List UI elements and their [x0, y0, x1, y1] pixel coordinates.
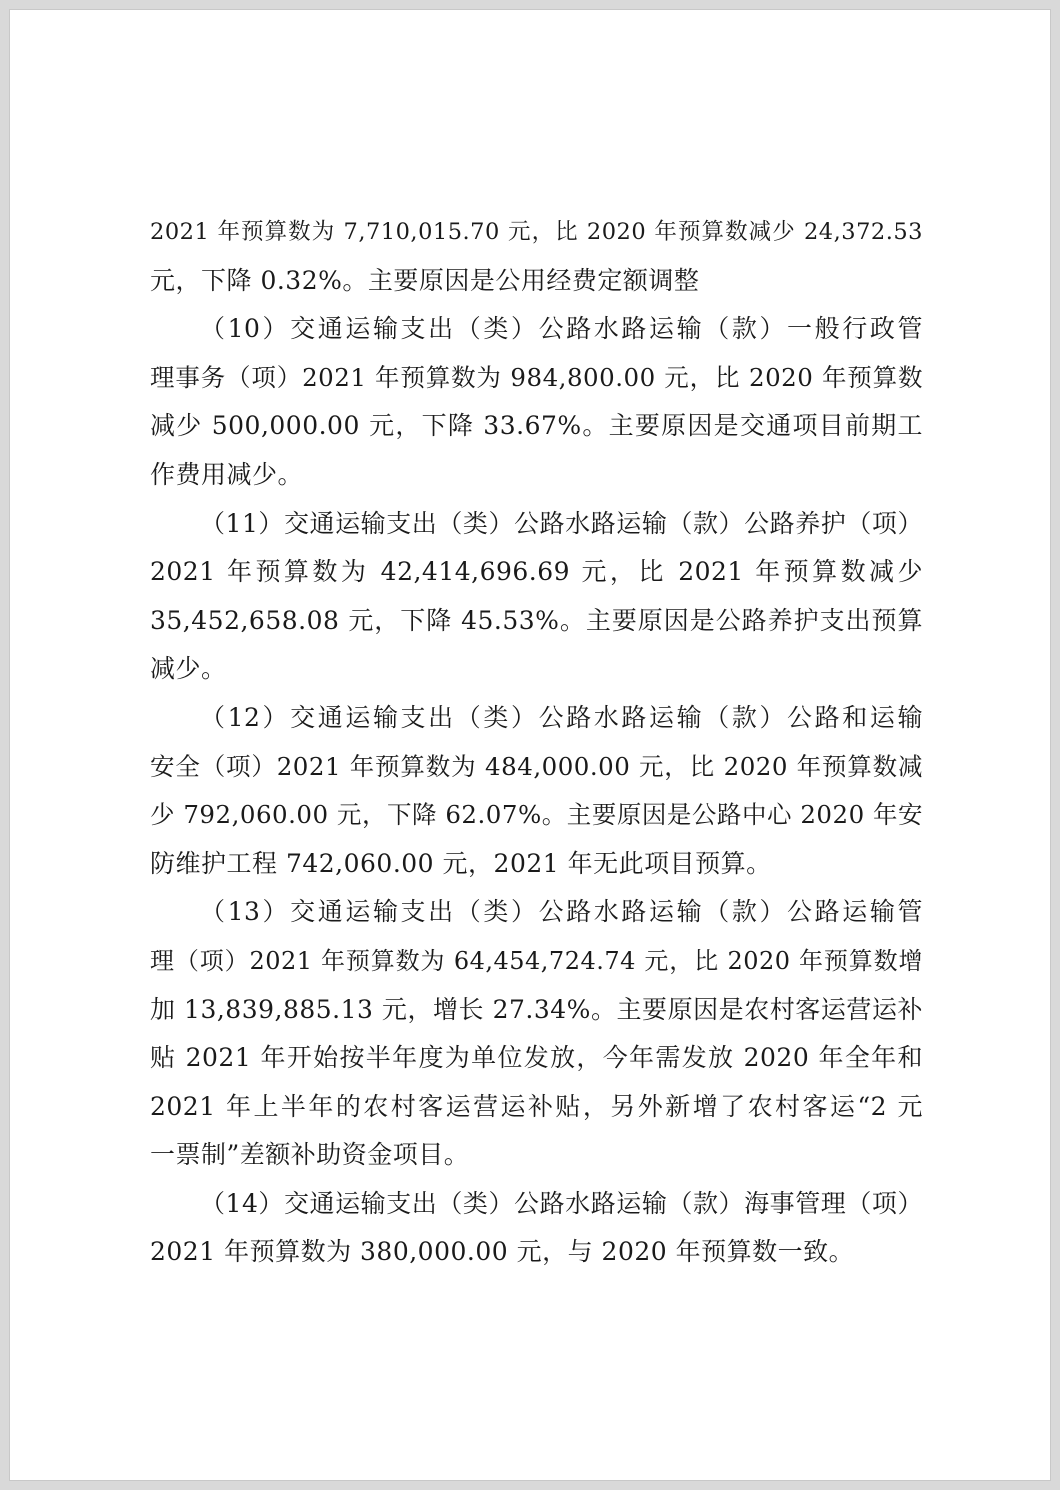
text-line: 元，下降 0.32%。主要原因是公用经费定额调整	[150, 265, 700, 295]
text-line: 少 792,060.00 元，下降 62.07%。主要原因是公路中心 2020 年安	[150, 800, 923, 830]
text-line: 35,452,658.08 元，下降 45.53%。主要原因是公路养护支出预算	[150, 605, 923, 635]
paragraph-item-10	[150, 305, 923, 499]
text-line: 2021 年预算数为 7,710,015.70 元，比 2020 年预算数减少 24,372.53	[150, 219, 923, 245]
paragraph-item-12	[150, 694, 923, 888]
text-line: （13）交通运输支出（类）公路水路运输（款）公路运输管	[200, 897, 923, 927]
text-line: 2021 年预算数为 380,000.00 元，与 2020 年预算数一致。	[150, 1237, 855, 1267]
text-line: 减少 500,000.00 元，下降 33.67%。主要原因是交通项目前期工	[150, 411, 923, 441]
text-line: 理事务（项）2021 年预算数为 984,800.00 元，比 2020 年预算数	[150, 362, 923, 392]
paragraph-item-13	[150, 888, 923, 1180]
text-line: （11）交通运输支出（类）公路水路运输（款）公路养护（项）	[200, 508, 923, 538]
text-line: 2021 年预算数为 42,414,696.69 元，比 2021 年预算数减少	[150, 557, 923, 587]
paragraph-item-14	[150, 1180, 923, 1277]
text-line: （14）交通运输支出（类）公路水路运输（款）海事管理（项）	[200, 1188, 923, 1218]
text-line: 安全（项）2021 年预算数为 484,000.00 元，比 2020 年预算数减	[150, 751, 923, 781]
text-line: 贴 2021 年开始按半年度为单位发放，今年需发放 2020 年全年和	[150, 1043, 923, 1073]
text-line: 理（项）2021 年预算数为 64,454,724.74 元，比 2020 年预算数增	[150, 946, 923, 975]
text-line: 2021 年上半年的农村客运营运补贴，另外新增了农村客运“2 元	[150, 1091, 923, 1121]
text-line: 加 13,839,885.13 元，增长 27.34%。主要原因是农村客运营运补	[150, 994, 923, 1024]
document-page	[9, 9, 1051, 1481]
text-line: （12）交通运输支出（类）公路水路运输（款）公路和运输	[200, 702, 923, 732]
text-line: 减少。	[150, 654, 227, 684]
paragraph-general-expense-cont	[150, 208, 923, 305]
paragraph-item-11	[150, 500, 923, 694]
document-body	[150, 208, 923, 1277]
text-line: 防维护工程 742,060.00 元，2021 年无此项目预算。	[150, 848, 772, 878]
text-line: 一票制”差额补助资金项目。	[150, 1140, 470, 1170]
text-line: 作费用减少。	[150, 459, 304, 489]
text-line: （10）交通运输支出（类）公路水路运输（款）一般行政管	[200, 314, 923, 344]
